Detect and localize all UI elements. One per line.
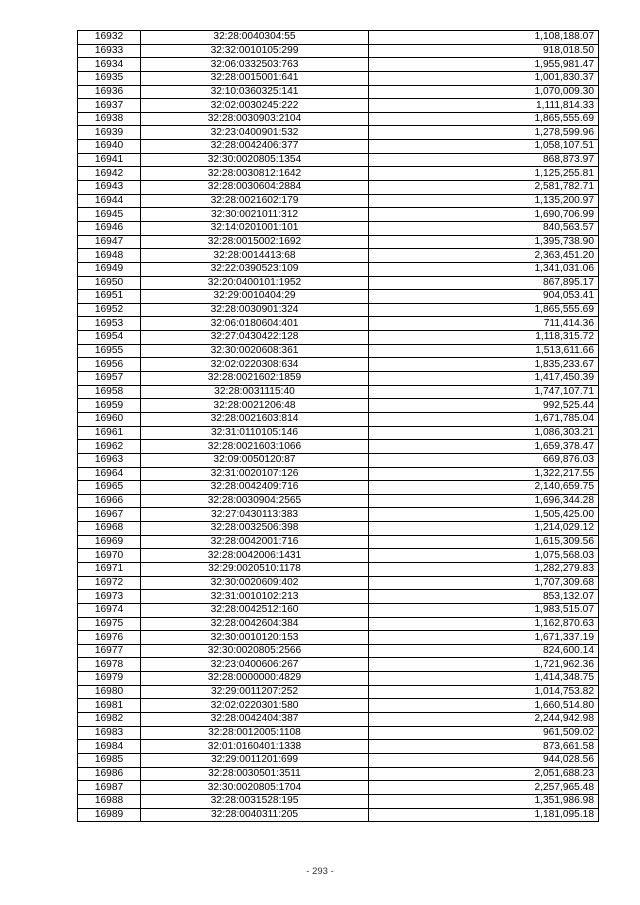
amount-cell: 1,341,031.06 <box>369 262 599 276</box>
row-number-cell: 16937 <box>78 99 141 113</box>
table-row <box>78 412 599 426</box>
cadastral-number-cell: 32:28:0040311:205 <box>141 808 369 822</box>
table-row <box>78 249 599 263</box>
row-number-cell: 16941 <box>78 153 141 167</box>
amount-cell: 1,001,830.37 <box>369 71 599 85</box>
row-number-cell: 16988 <box>78 794 141 808</box>
cadastral-number-cell: 32:02:0220308:634 <box>141 358 369 372</box>
cadastral-number-cell: 32:28:0012005:1108 <box>141 726 369 740</box>
table-row <box>78 494 599 508</box>
amount-cell: 1,214,029.12 <box>369 522 599 536</box>
row-number-cell: 16940 <box>78 140 141 154</box>
table-body <box>78 31 599 822</box>
table-row <box>78 331 599 345</box>
row-number-cell: 16948 <box>78 249 141 263</box>
cadastral-number-cell: 32:28:0030903:2104 <box>141 112 369 126</box>
row-number-cell: 16944 <box>78 194 141 208</box>
row-number-cell: 16986 <box>78 767 141 781</box>
row-number-cell: 16987 <box>78 781 141 795</box>
cadastral-number-cell: 32:28:0030812:1642 <box>141 167 369 181</box>
amount-cell: 918,018.50 <box>369 44 599 58</box>
amount-cell: 1,162,870.63 <box>369 617 599 631</box>
table-row <box>78 440 599 454</box>
table-row <box>78 576 599 590</box>
table-row <box>78 317 599 331</box>
table-row <box>78 617 599 631</box>
cadastral-number-cell: 32:29:0011207:252 <box>141 685 369 699</box>
cadastral-number-cell: 32:28:0042406:377 <box>141 140 369 154</box>
cadastral-number-cell: 32:28:0000000:4829 <box>141 672 369 686</box>
row-number-cell: 16949 <box>78 262 141 276</box>
amount-cell: 1,865,555.69 <box>369 112 599 126</box>
row-number-cell: 16972 <box>78 576 141 590</box>
cadastral-number-cell: 32:28:0040304:55 <box>141 31 369 45</box>
row-number-cell: 16968 <box>78 522 141 536</box>
table-row <box>78 740 599 754</box>
row-number-cell: 16939 <box>78 126 141 140</box>
table-row <box>78 290 599 304</box>
cadastral-number-cell: 32:28:0030904:2565 <box>141 494 369 508</box>
cadastral-number-cell: 32:29:0011201:699 <box>141 753 369 767</box>
cadastral-number-cell: 32:06:0180604:401 <box>141 317 369 331</box>
row-number-cell: 16950 <box>78 276 141 290</box>
amount-cell: 1,865,555.69 <box>369 303 599 317</box>
table-row <box>78 767 599 781</box>
table-row <box>78 44 599 58</box>
table-row <box>78 522 599 536</box>
table-row <box>78 658 599 672</box>
table-row <box>78 535 599 549</box>
row-number-cell: 16961 <box>78 426 141 440</box>
table-row <box>78 126 599 140</box>
table-row <box>78 426 599 440</box>
cadastral-number-cell: 32:28:0021602:1859 <box>141 372 369 386</box>
table-row <box>78 235 599 249</box>
row-number-cell: 16982 <box>78 713 141 727</box>
row-number-cell: 16963 <box>78 453 141 467</box>
cadastral-number-cell: 32:10:0360325:141 <box>141 85 369 99</box>
amount-cell: 1,721,962.36 <box>369 658 599 672</box>
table-row <box>78 99 599 113</box>
cadastral-number-cell: 32:20:0400101:1952 <box>141 276 369 290</box>
cadastral-number-cell: 32:23:0400901:532 <box>141 126 369 140</box>
row-number-cell: 16957 <box>78 372 141 386</box>
amount-cell: 873,661.58 <box>369 740 599 754</box>
row-number-cell: 16965 <box>78 481 141 495</box>
table-row <box>78 303 599 317</box>
cadastral-number-cell: 32:28:0042512:160 <box>141 603 369 617</box>
amount-cell: 1,671,337.19 <box>369 631 599 645</box>
amount-cell: 2,257,965.48 <box>369 781 599 795</box>
table-row <box>78 31 599 45</box>
table-row <box>78 644 599 658</box>
amount-cell: 1,417,450.39 <box>369 372 599 386</box>
amount-cell: 1,070,009.30 <box>369 85 599 99</box>
row-number-cell: 16936 <box>78 85 141 99</box>
row-number-cell: 16967 <box>78 508 141 522</box>
table-row <box>78 112 599 126</box>
row-number-cell: 16942 <box>78 167 141 181</box>
table-row <box>78 153 599 167</box>
cadastral-number-cell: 32:28:0030901:324 <box>141 303 369 317</box>
cadastral-number-cell: 32:09:0050120:87 <box>141 453 369 467</box>
cadastral-number-cell: 32:29:0020510:1178 <box>141 562 369 576</box>
amount-cell: 2,051,688.23 <box>369 767 599 781</box>
table-row <box>78 726 599 740</box>
row-number-cell: 16955 <box>78 344 141 358</box>
cadastral-number-cell: 32:28:0042604:384 <box>141 617 369 631</box>
cadastral-number-cell: 32:28:0030501:3511 <box>141 767 369 781</box>
row-number-cell: 16953 <box>78 317 141 331</box>
amount-cell: 2,140,659.75 <box>369 481 599 495</box>
row-number-cell: 16952 <box>78 303 141 317</box>
row-number-cell: 16959 <box>78 399 141 413</box>
table-row <box>78 699 599 713</box>
cadastral-number-cell: 32:31:0110105:146 <box>141 426 369 440</box>
amount-cell: 1,125,255.81 <box>369 167 599 181</box>
cadastral-number-cell: 32:01:0160401:1338 <box>141 740 369 754</box>
cadastral-number-cell: 32:28:0042404:387 <box>141 713 369 727</box>
row-number-cell: 16973 <box>78 590 141 604</box>
cadastral-number-cell: 32:28:0030604:2884 <box>141 181 369 195</box>
table-row <box>78 58 599 72</box>
row-number-cell: 16970 <box>78 549 141 563</box>
row-number-cell: 16985 <box>78 753 141 767</box>
row-number-cell: 16984 <box>78 740 141 754</box>
cadastral-number-cell: 32:30:0020805:2566 <box>141 644 369 658</box>
amount-cell: 1,690,706.99 <box>369 208 599 222</box>
cadastral-number-cell: 32:28:0042001:716 <box>141 535 369 549</box>
row-number-cell: 16969 <box>78 535 141 549</box>
cadastral-number-cell: 32:06:0332503:763 <box>141 58 369 72</box>
cadastral-number-cell: 32:28:0021206:48 <box>141 399 369 413</box>
row-number-cell: 16966 <box>78 494 141 508</box>
amount-cell: 853,132.07 <box>369 590 599 604</box>
amount-cell: 1,118,315.72 <box>369 331 599 345</box>
amount-cell: 1,108,188.07 <box>369 31 599 45</box>
table-row <box>78 685 599 699</box>
amount-cell: 992,525.44 <box>369 399 599 413</box>
table-row <box>78 385 599 399</box>
table-row <box>78 631 599 645</box>
row-number-cell: 16958 <box>78 385 141 399</box>
row-number-cell: 16932 <box>78 31 141 45</box>
amount-cell: 2,581,782.71 <box>369 181 599 195</box>
table-row <box>78 262 599 276</box>
amount-cell: 1,983,515.07 <box>369 603 599 617</box>
cadastral-number-cell: 32:23:0400606:267 <box>141 658 369 672</box>
cadastral-number-cell: 32:31:0020107:126 <box>141 467 369 481</box>
table-row <box>78 603 599 617</box>
row-number-cell: 16943 <box>78 181 141 195</box>
table-row <box>78 453 599 467</box>
table-row <box>78 194 599 208</box>
cadastral-number-cell: 32:02:0220301:580 <box>141 699 369 713</box>
amount-cell: 1,058,107.51 <box>369 140 599 154</box>
table-row <box>78 481 599 495</box>
row-number-cell: 16938 <box>78 112 141 126</box>
cadastral-number-cell: 32:28:0042409:716 <box>141 481 369 495</box>
cadastral-number-cell: 32:27:0430422:128 <box>141 331 369 345</box>
row-number-cell: 16976 <box>78 631 141 645</box>
amount-cell: 1,615,309.56 <box>369 535 599 549</box>
table-row <box>78 399 599 413</box>
cadastral-number-cell: 32:28:0014413:68 <box>141 249 369 263</box>
cadastral-number-cell: 32:02:0030245:222 <box>141 99 369 113</box>
amount-cell: 1,955,981.47 <box>369 58 599 72</box>
cadastral-number-cell: 32:28:0031528:195 <box>141 794 369 808</box>
cadastral-number-cell: 32:27:0430113:383 <box>141 508 369 522</box>
amount-cell: 1,014,753.82 <box>369 685 599 699</box>
data-table <box>77 30 599 822</box>
row-number-cell: 16960 <box>78 412 141 426</box>
table-row <box>78 808 599 822</box>
cadastral-number-cell: 32:29:0010404:29 <box>141 290 369 304</box>
table-row <box>78 549 599 563</box>
amount-cell: 867,895.17 <box>369 276 599 290</box>
amount-cell: 1,747,107.71 <box>369 385 599 399</box>
cadastral-number-cell: 32:30:0021011:312 <box>141 208 369 222</box>
table-row <box>78 208 599 222</box>
row-number-cell: 16947 <box>78 235 141 249</box>
amount-cell: 1,278,599.96 <box>369 126 599 140</box>
amount-cell: 944,028.56 <box>369 753 599 767</box>
amount-cell: 2,363,451.20 <box>369 249 599 263</box>
table-row <box>78 508 599 522</box>
amount-cell: 1,075,568.03 <box>369 549 599 563</box>
table-row <box>78 140 599 154</box>
row-number-cell: 16962 <box>78 440 141 454</box>
amount-cell: 840,563.57 <box>369 221 599 235</box>
table-row <box>78 781 599 795</box>
table-row <box>78 467 599 481</box>
row-number-cell: 16978 <box>78 658 141 672</box>
cadastral-number-cell: 32:30:0020609:402 <box>141 576 369 590</box>
amount-cell: 1,513,611.66 <box>369 344 599 358</box>
cadastral-number-cell: 32:31:0010102:213 <box>141 590 369 604</box>
row-number-cell: 16989 <box>78 808 141 822</box>
cadastral-number-cell: 32:28:0015001:641 <box>141 71 369 85</box>
amount-cell: 1,135,200.97 <box>369 194 599 208</box>
amount-cell: 1,111,814.33 <box>369 99 599 113</box>
page-number: - 293 - <box>306 866 334 877</box>
table-row <box>78 672 599 686</box>
cadastral-number-cell: 32:30:0020805:1704 <box>141 781 369 795</box>
row-number-cell: 16977 <box>78 644 141 658</box>
amount-cell: 1,181,095.18 <box>369 808 599 822</box>
amount-cell: 1,835,233.67 <box>369 358 599 372</box>
row-number-cell: 16933 <box>78 44 141 58</box>
table-row <box>78 71 599 85</box>
table-row <box>78 794 599 808</box>
amount-cell: 2,244,942.98 <box>369 713 599 727</box>
amount-cell: 711,414.36 <box>369 317 599 331</box>
row-number-cell: 16951 <box>78 290 141 304</box>
amount-cell: 1,351,986.98 <box>369 794 599 808</box>
amount-cell: 1,660,514.80 <box>369 699 599 713</box>
row-number-cell: 16934 <box>78 58 141 72</box>
row-number-cell: 16975 <box>78 617 141 631</box>
amount-cell: 1,414,348.75 <box>369 672 599 686</box>
table-row <box>78 590 599 604</box>
row-number-cell: 16964 <box>78 467 141 481</box>
cadastral-number-cell: 32:28:0042006:1431 <box>141 549 369 563</box>
amount-cell: 868,873.97 <box>369 153 599 167</box>
cadastral-number-cell: 32:30:0020805:1354 <box>141 153 369 167</box>
cadastral-number-cell: 32:32:0010105:299 <box>141 44 369 58</box>
amount-cell: 1,659,378.47 <box>369 440 599 454</box>
cadastral-number-cell: 32:28:0015002:1692 <box>141 235 369 249</box>
table-row <box>78 358 599 372</box>
amount-cell: 669,876.03 <box>369 453 599 467</box>
row-number-cell: 16946 <box>78 221 141 235</box>
cadastral-number-cell: 32:14:0201001:101 <box>141 221 369 235</box>
amount-cell: 1,395,738.90 <box>369 235 599 249</box>
table-row <box>78 562 599 576</box>
cadastral-number-cell: 32:22:0390523:109 <box>141 262 369 276</box>
table-row <box>78 713 599 727</box>
row-number-cell: 16983 <box>78 726 141 740</box>
row-number-cell: 16954 <box>78 331 141 345</box>
row-number-cell: 16935 <box>78 71 141 85</box>
table-row <box>78 221 599 235</box>
amount-cell: 961,509.02 <box>369 726 599 740</box>
cadastral-number-cell: 32:28:0031115:40 <box>141 385 369 399</box>
amount-cell: 1,282,279.83 <box>369 562 599 576</box>
table-row <box>78 753 599 767</box>
row-number-cell: 16981 <box>78 699 141 713</box>
amount-cell: 1,322,217.55 <box>369 467 599 481</box>
table-row <box>78 181 599 195</box>
cadastral-number-cell: 32:28:0021603:814 <box>141 412 369 426</box>
table-row <box>78 276 599 290</box>
row-number-cell: 16974 <box>78 603 141 617</box>
cadastral-number-cell: 32:28:0021602:179 <box>141 194 369 208</box>
row-number-cell: 16945 <box>78 208 141 222</box>
cadastral-number-cell: 32:30:0020608:361 <box>141 344 369 358</box>
table-row <box>78 85 599 99</box>
table-row <box>78 344 599 358</box>
amount-cell: 1,086,303.21 <box>369 426 599 440</box>
row-number-cell: 16971 <box>78 562 141 576</box>
table-row <box>78 372 599 386</box>
amount-cell: 1,505,425.00 <box>369 508 599 522</box>
cadastral-number-cell: 32:28:0032506:398 <box>141 522 369 536</box>
row-number-cell: 16956 <box>78 358 141 372</box>
amount-cell: 1,707,309.68 <box>369 576 599 590</box>
row-number-cell: 16979 <box>78 672 141 686</box>
table-row <box>78 167 599 181</box>
amount-cell: 1,696,344.28 <box>369 494 599 508</box>
amount-cell: 904,053.41 <box>369 290 599 304</box>
amount-cell: 1,671,785.04 <box>369 412 599 426</box>
row-number-cell: 16980 <box>78 685 141 699</box>
cadastral-number-cell: 32:28:0021603:1066 <box>141 440 369 454</box>
cadastral-number-cell: 32:30:0010120:153 <box>141 631 369 645</box>
amount-cell: 824,600.14 <box>369 644 599 658</box>
